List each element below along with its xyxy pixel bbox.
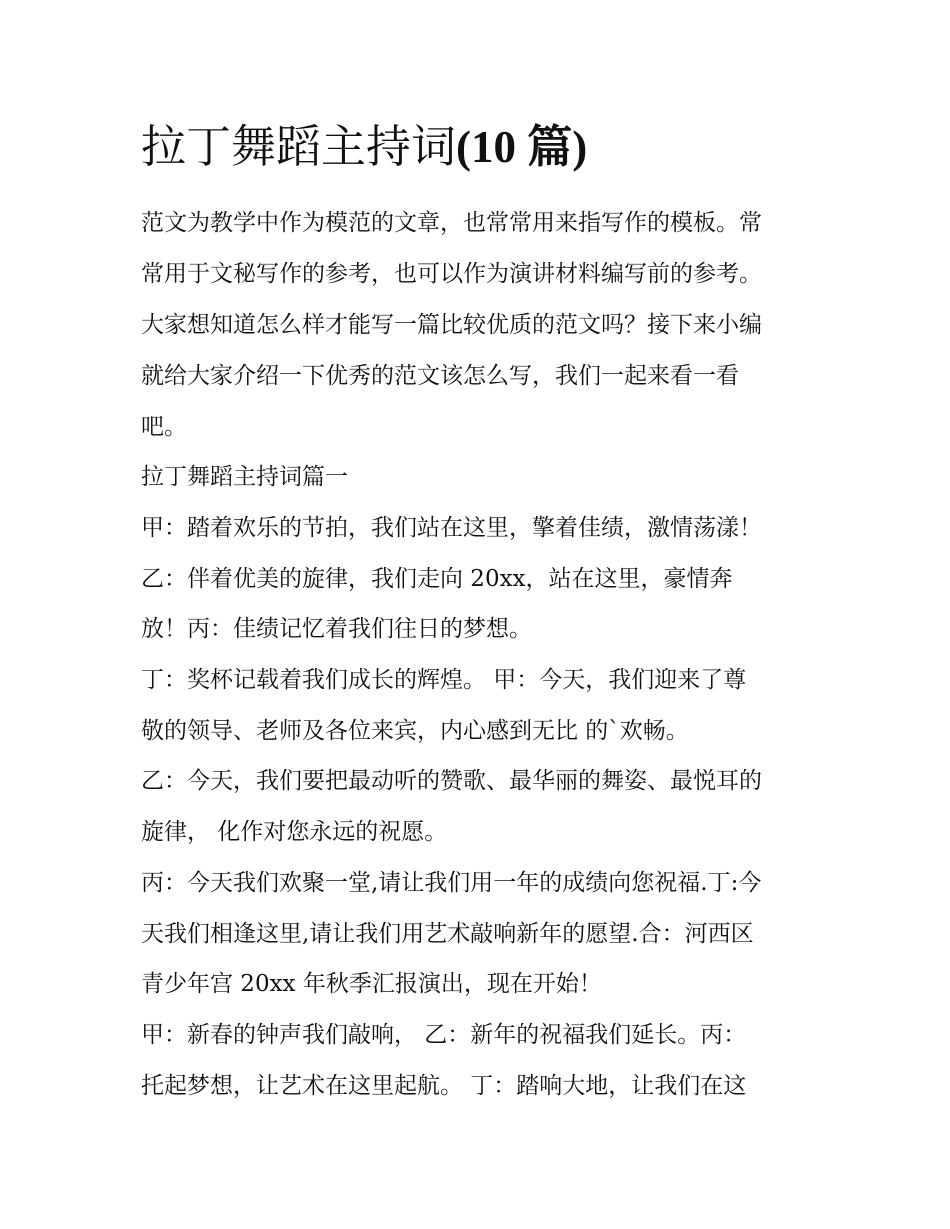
title-text: 拉丁舞蹈主持词 — [141, 120, 457, 173]
paragraph-line: 放！丙：佳绩记忆着我们往日的梦想。 — [141, 616, 532, 642]
paragraph-line: 常用于文秘写作的参考，也可以作为演讲材料编写前的参考。 — [141, 261, 762, 287]
paragraph-line: 丁：奖杯记载着我们成长的辉煌。 甲：今天，我们迎来了尊 — [141, 667, 747, 693]
paragraph-line: 就给大家介绍一下优秀的范文该怎么写，我们一起来看一看 — [141, 363, 739, 389]
paragraph-line: 范文为教学中作为模范的文章，也常常用来指写作的模板。常 — [141, 210, 762, 236]
paragraph-line: 吧。 — [141, 414, 187, 440]
paragraph-line: 天我们相逢这里,请让我们用艺术敲响新年的愿望.合：河西区 — [141, 921, 754, 947]
paragraph-line: 乙：今天，我们要把最动听的赞歌、最华丽的舞姿、最悦耳的 — [141, 768, 762, 794]
document-title — [141, 116, 841, 178]
paragraph-line: 敬的领导、老师及各位来宾，内心感到无比 的`欢畅。 — [141, 718, 689, 744]
paragraph-line: 旋律， 化作对您永远的祝愿。 — [141, 819, 448, 845]
paragraph-line: 大家想知道怎么样才能写一篇比较优质的范文吗？接下来小编 — [141, 312, 762, 338]
paragraph-line: 甲：新春的钟声我们敲响， 乙：新年的祝福我们延长。丙： — [141, 1022, 747, 1048]
paragraph-line: 甲：踏着欢乐的节拍，我们站在这里，擎着佳绩，激情荡漾！ — [141, 515, 762, 541]
paragraph-line: 乙：伴着优美的旋律，我们走向 20xx，站在这里，豪情奔 — [141, 566, 733, 592]
section-heading: 拉丁舞蹈主持词篇一 — [141, 464, 348, 490]
title-count: (10 篇) — [456, 122, 588, 172]
paragraph-line: 丙：今天我们欢聚一堂,请让我们用一年的成绩向您祝福.丁:今 — [141, 870, 762, 896]
paragraph-line: 托起梦想，让艺术在这里起航。 丁：踏响大地，让我们在这 — [141, 1073, 747, 1099]
paragraph-line: 青少年宫 20xx 年秋季汇报演出，现在开始！ — [141, 971, 602, 997]
